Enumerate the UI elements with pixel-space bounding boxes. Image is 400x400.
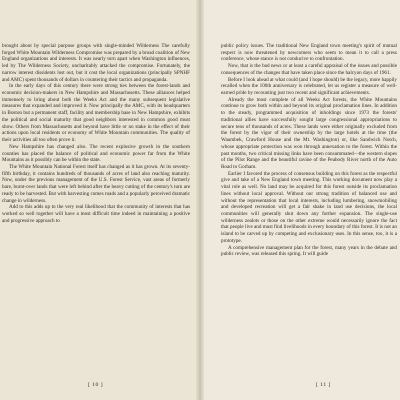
right-paragraph: Before I look ahead at what could (and I hope should) be the legacy, more happily recalled when the 100th anniversary is celebrated, let us register a measure of well-earned pride by recounting just two recent and significant achievements. [221, 76, 397, 97]
left-paragraph: Add to this adds up to the very real likelihood that the community of interests that has worked so well together will have a most difficult time indeed in maintaining a positive and progressive approach to [2, 204, 190, 224]
left-page-text [2, 43, 190, 224]
left-page [0, 0, 199, 400]
page-number-right: [ 11 ] [316, 382, 331, 388]
right-paragraph: A comprehensive management plan for the forest, many years in the debate and public review, was released this spring. It will guide [221, 244, 397, 258]
right-page-text [221, 43, 397, 258]
left-paragraph: brought about by special purpose groups with single-minded Wilderness The carefully forged White Mountain Wilderness Compromise was prepared by a broad coalition of New England organizations and interests. It was nearly torn apart when Washington influences, led by The Wilderness Society, uncharitably attacked the compromise. Fortunately, the narrow interest dissidents lost out, but it cost the local organizations (principally SPNHF and AMC) spent thousands of dollars in countering their tactics and propaganda. [2, 43, 190, 83]
right-paragraph: public policy issues. The traditional New England town meeting's spirit of mutual respect is now threatened by newcomers who seem to mean it to call a press conference, whose stance is not conducive to confrontation. [221, 43, 397, 63]
right-paragraph: Earlier I favored the process of consensus building on this forest as the respectful give and take of a New England town meeting. This working document now play a vital role as well. No land may be acquired for this forest outside its proclamation lines without local approval. Without our strong tradition of balanced use and without the representation that local interests, including lumbering, snowmobiling and developed recreation will get a fair shake in land use decisions, the local communities will generally shut down any further expansion. The single-use wilderness zealots or those on the other extreme would necessarily ignore the fact that people live and must find livelihoods in every boundary of this forest. It is not an island to be carved up by competing and exclusionary uses. In this sense, too, it is a prototype. [221, 170, 397, 244]
left-paragraph: The White Mountain National Forest itself has changed as it has grown. At its seventy-fifth birthday, it contains hundreds of thousands of acres of land also reaching maturity. Now, under the previous management of the U.S. Forest Service, vast areas of formerly bare, burnt-over lands that were left behind after the heavy cutting of the century's turn are ready to be harvested. But with harvesting comes roads and a popularly perceived dramatic change in wilderness. [2, 163, 190, 204]
left-paragraph: New Hampshire has changed also. The recent explosive growth in the southern counties has placed the balance of political and economic power far from the White Mountains as it possibly can be within the state. [2, 143, 190, 164]
page-number-left: [ 10 ] [88, 382, 104, 388]
right-paragraph: Now, that is the bad news or at least a careful appraisal of the issues and possible consequences of the changes that have taken place since the halcyon days of 1961. [221, 63, 397, 76]
left-paragraph: In the early days of this century there were strong ties between the forest-lands and economic decision-makers in New Hampshire and Massachusetts. These alliances helped immensely to bring about both the Weeks Act and the many subsequent legislative measures that expanded and improved it. Now principally the AMC, with its headquarters in Boston but a permanent staff, facility and membership base in New Hampshire, exhibits the political and social maturity that good neighbors interested in common good must show. Others from Massachusetts and beyond have little or no stake in the effect of their actions upon local residents or economy of White Mountain communities. The quality of their activities all too often prove it. [2, 83, 190, 144]
right-paragraph: Already the most complete of all Weeks Act forests, the White Mountains continue to grow both within and beyond its original proclamation lines. In addition to the steady, programmed acquisition of inholdings since 1973 the forests' traditional allies have successfully sought large congressional appropriations to secure tens of thousands of acres. These lands were either originally excluded from the forest by the vigor of their ownership by the large hotels at the time (the Waumbek, Crawford House and the Mt. Washington) or, like Sandwich Notch, whose appropriate protection was won through annexation to the forest. Within the past months, two critical missing links have been consummated—the western slopes of the Pilot Range and the beautiful ravine of the Peabody River north of the Auto Road to Gorham. [221, 96, 397, 170]
right-page [201, 0, 400, 400]
book-gutter [196, 0, 204, 400]
